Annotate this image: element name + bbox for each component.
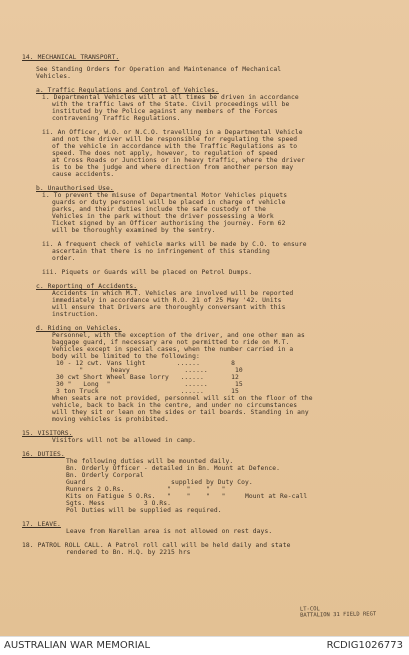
document-line: will ensure that Drivers are thoroughly conversant with this: [52, 304, 286, 311]
document-line: ascertain that there is no infringement of this standing: [52, 248, 270, 255]
document-line: 30 cwt Short Wheel Base lorry ...... 12: [56, 374, 239, 381]
footer-institution: AUSTRALIAN WAR MEMORIAL: [4, 640, 151, 651]
document-line: Vehicles in the park without the driver possessing a Work: [52, 213, 274, 220]
document-line: contravening Traffic Regulations.: [52, 115, 181, 122]
document-line: and not the driver will be responsible for regulating the speed: [52, 136, 298, 143]
document-line: Bn. Orderly Corporal: [66, 472, 144, 479]
document-line: Runners 2 O.Rs. " " " ": [66, 486, 226, 493]
document-line: guards or duty personnel will be placed in charge of vehicle: [52, 199, 286, 206]
footer-record-id: RCDIG1026773: [326, 640, 403, 651]
document-line: baggage guard, if necessary are not permitted to ride on M.T.: [52, 339, 290, 346]
document-line: of the vehicle in accordance with the Traffic Regulations as to: [52, 143, 298, 150]
document-line: Ticket signed by an Officer authorising the journey. Form 62: [52, 220, 286, 227]
document-line: moving vehicles is prohibited.: [52, 416, 169, 423]
document-line: ii. A frequent check of vehicle marks will be made by C.O. to ensure: [42, 241, 307, 248]
document-line: at Cross Roads or Junctions or in heavy traffic, where the driver: [52, 157, 305, 164]
document-line: i. To prevent the misuse of Departmental Motor Vehicles piquets: [42, 192, 288, 199]
document-line: 10 - 12 cwt. Vans light ...... 8: [56, 360, 235, 367]
document-line: i. Departmental Vehicles will at all times be driven in accordance: [42, 94, 299, 101]
document-line: immediately in accordance with R.O. 21 of 25 May '42. Units: [52, 297, 282, 304]
document-line: instituted by the Police against any members of the Forces: [52, 108, 278, 115]
document-line: order.: [52, 255, 76, 262]
document-line: b. Unauthorised Use.: [36, 185, 114, 192]
document-line: Accidents in which M.T. Vehicles are involved will be reported: [52, 290, 294, 297]
document-line: ii. An Officer, W.O. or N.C.O. travelling in a Departmental Vehicle: [42, 129, 303, 136]
document-line: iii. Piquets or Guards will be placed on Petrol Dumps.: [42, 269, 253, 276]
archive-footer: [0, 636, 409, 655]
document-line: parks, and their duties include the safe custody of the: [52, 206, 267, 213]
document-line: 14. MECHANICAL TRANSPORT.: [22, 54, 120, 61]
document-line: vehicle, back to back in the centre, and under no circumstances: [52, 402, 298, 409]
document-line: The following duties will be mounted daily.: [66, 458, 234, 465]
document-line: Bn. Orderly Officer - detailed in Bn. Mount at Defence.: [66, 465, 281, 472]
document-line: Personnel, with the exception of the driver, and one other man as: [52, 332, 305, 339]
document-line: 15. VISITORS.: [22, 430, 73, 437]
document-line: speed. The does not apply, however, to regulation of speed: [52, 150, 278, 157]
document-line: " heavy ...... 10: [56, 367, 243, 374]
document-line: body will be limited to the following:: [52, 353, 200, 360]
document-line: will be thoroughly examined by the sentry.: [52, 227, 216, 234]
document-line: Vehicles except in special cases, when the number carried in a: [52, 346, 294, 353]
document-line: Guard supplied by Duty Coy.: [66, 479, 253, 486]
document-line: instruction.: [52, 311, 99, 318]
document-line: 17. LEAVE.: [22, 521, 61, 528]
document-line: is to be the judge and where direction from another person may: [52, 164, 294, 171]
document-line: Vehicles.: [36, 73, 72, 80]
document-line: 18. PATROL ROLL CALL. A Patrol roll call will be held daily and state: [22, 542, 291, 549]
document-line: c. Reporting of Accidents.: [36, 283, 138, 290]
document-line: will they sit or lean on the sides or tail boards. Standing in any: [52, 409, 309, 416]
document-line: 30 " Long " ...... 15: [56, 381, 243, 388]
signature-block: LT-COL BATTALION 31 FIELD REGT: [299, 606, 377, 619]
document-line: Leave from Narellan area is not allowed on rest days.: [66, 528, 273, 535]
document-line: Visitors will not be allowed in camp.: [52, 437, 196, 444]
document-line: d. Riding on Vehicles.: [36, 325, 122, 332]
document-line: 16. DUTIES.: [22, 451, 65, 458]
document-line: Kits on Fatigue 5 O.Rs. " " " " Mount at Re-call: [66, 493, 308, 500]
document-line: When seats are not provided, personnel will sit on the floor of the: [52, 395, 313, 402]
document-line: cause accidents.: [52, 171, 115, 178]
document-line: with the traffic laws of the State. Civil proceedings will be: [52, 101, 290, 108]
document-line: a. Traffic Regulations and Control of Vehicles.: [36, 87, 219, 94]
document-line: See Standing Orders for Operation and Maintenance of Mechanical: [36, 66, 282, 73]
document-line: 3 ton Truck ...... 15: [56, 388, 239, 395]
document-line: rendered to Bn. H.Q. by 2215 hrs: [66, 549, 191, 556]
document-line: Pol Duties will be supplied as required.: [66, 507, 222, 514]
document-line: Sgts. Mess 3 O.Rs.: [66, 500, 172, 507]
